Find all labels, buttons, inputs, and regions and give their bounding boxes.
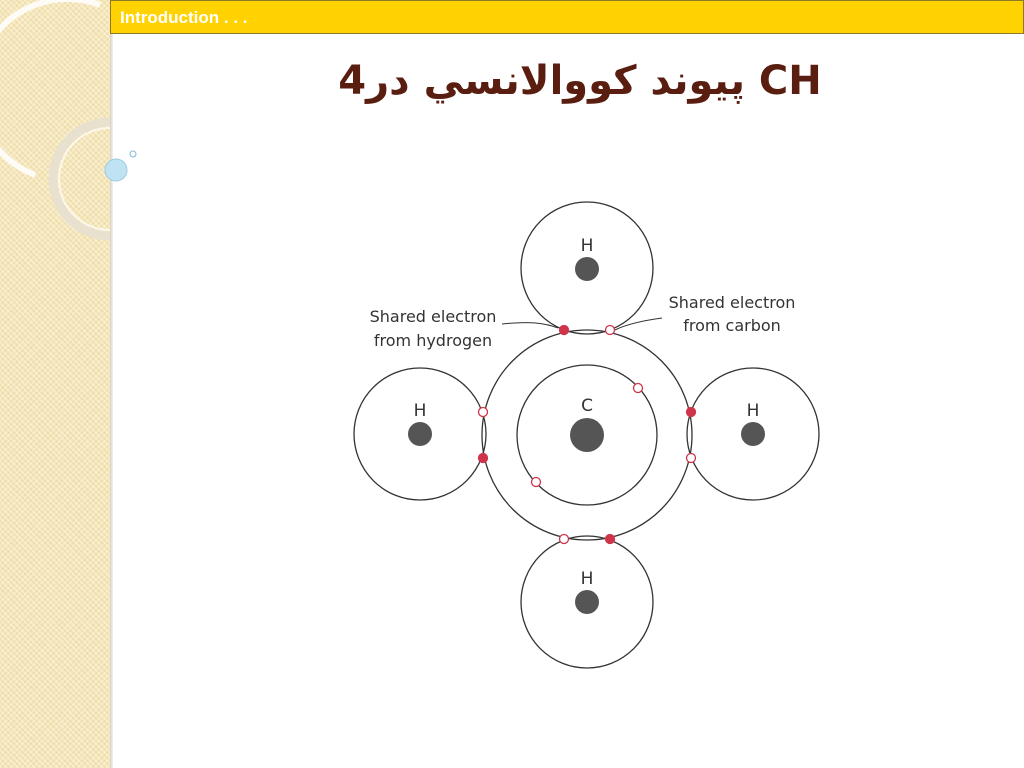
hydrogen-top-nucleus [575, 257, 599, 281]
label-shared-carbon-line2: from carbon [683, 316, 781, 335]
electron-inner-shell-2 [532, 478, 541, 487]
electron-right-carbon [687, 454, 696, 463]
electron-bottom-carbon [560, 535, 569, 544]
carbon-symbol: C [581, 396, 593, 416]
hydrogen-right-symbol: H [746, 401, 760, 421]
deco-bubble-small [130, 151, 136, 157]
label-shared-hydrogen-line1: Shared electron [369, 307, 497, 326]
electron-left-hydrogen [479, 454, 488, 463]
hydrogen-bottom-symbol: H [580, 569, 594, 589]
electron-inner-shell-1 [634, 384, 643, 393]
hydrogen-left-nucleus [408, 422, 432, 446]
pointer-hydrogen-electron [502, 323, 558, 328]
hydrogen-right-nucleus [741, 422, 765, 446]
electron-bottom-hydrogen [606, 535, 615, 544]
slide-title: پیوند کووالانسي در4 CH [338, 58, 822, 104]
header-bar [110, 0, 1024, 34]
carbon-nucleus [570, 418, 604, 452]
deco-arc-large [0, 0, 100, 175]
hydrogen-left-symbol: H [413, 401, 427, 421]
header-label: Introduction . . . [120, 8, 248, 27]
electron-left-carbon [479, 408, 488, 417]
deco-arc-small [53, 122, 110, 236]
electron-right-hydrogen [687, 408, 696, 417]
label-shared-hydrogen-line2: from hydrogen [373, 331, 493, 350]
decorative-rings [0, 0, 150, 260]
label-shared-carbon-line1: Shared electron [668, 293, 796, 312]
deco-bubble-large [105, 159, 127, 181]
hydrogen-bottom-nucleus [575, 590, 599, 614]
hydrogen-top-symbol: H [580, 236, 594, 256]
electron-top-carbon [606, 326, 615, 335]
electron-top-hydrogen [560, 326, 569, 335]
methane-covalent-diagram [340, 195, 830, 675]
